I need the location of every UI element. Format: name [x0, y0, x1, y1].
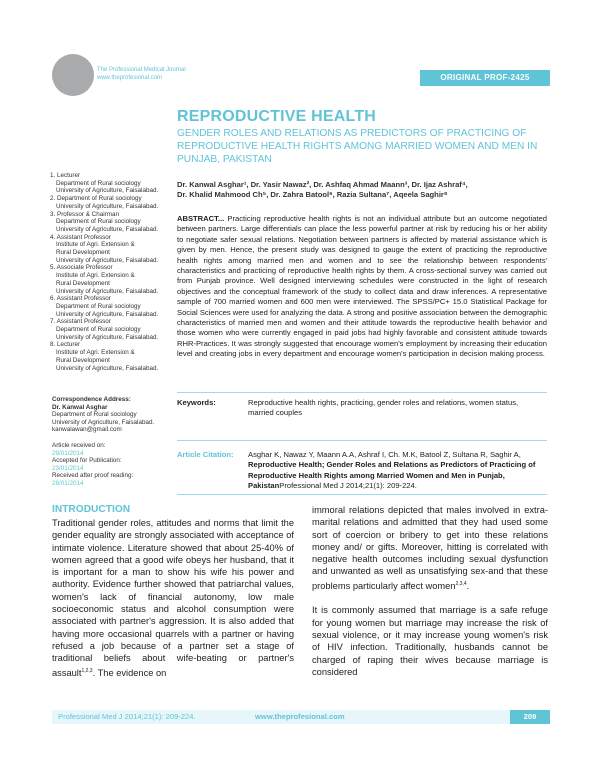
divider [177, 392, 547, 393]
abstract [177, 214, 547, 360]
intro-column-2 [312, 504, 548, 691]
footer-citation: Professional Med J 2014;21(1): 209-224. [58, 712, 196, 721]
affiliation-item: 3. Professor & Chairman Department of Rural sociology University of Agriculture, Faisalabad. [50, 210, 159, 233]
author-list [177, 180, 562, 200]
affiliation-item: 7. Assistant Professor Department of Rural sociology University of Agriculture, Faisalabad. [50, 318, 159, 341]
affiliation-item: 5. Associate Professor Institute of Agri. Extension & Rural Development University of Agriculture, Faisalabad. [50, 264, 159, 295]
introduction-heading: INTRODUCTION [52, 504, 131, 515]
abstract-label: ABSTRACT... [177, 214, 225, 223]
affiliations [50, 172, 175, 372]
affiliation-item: 2. Department of Rural sociology University of Agriculture, Faisalabad. [50, 195, 159, 210]
authors-line-1: Dr. Kanwal Asghar¹, Dr. Yasir Nawaz², Dr. Ashfaq Ahmad Maann³, Dr. Ijaz Ashraf⁴, [177, 180, 468, 189]
divider [177, 494, 547, 495]
article-dates: Article received on: 29/01/2014 Accepted for Publication: 23/01/2014 Received after proof reading: 28/01/2014 [52, 442, 134, 487]
journal-header [97, 66, 186, 82]
correspondence-email[interactable]: kanwalawan@gmail.com [52, 426, 122, 433]
correspondence-address: Correspondence Address: Dr. Kanwal Asghar Department of Rural sociology University of Agriculture, Faisalabad. kanwalawan@gmail.com [52, 396, 177, 434]
divider [177, 440, 547, 441]
citation-text: Asghar K, Nawaz Y, Maann A.A, Ashraf I, Ch. M.K, Batool Z, Sultana R, Saghir A, Reproductive Health; Gender Roles and Relations as Predictors of Practicing of Reproductive Health Rights among Married Women and Men in Punjab, PakistanProfessional Med J 2014;21(1): 209-224. [248, 450, 536, 491]
affiliation-item: 8. Lecturer Institute of Agri. Extension & Rural Development University of Agriculture, Faisalabad. [50, 341, 159, 372]
article-title: REPRODUCTIVE HEALTH [177, 108, 377, 125]
intro-paragraph: immoral relations depicted that males involved in extra-marital relations and admitted that they had used some sort of coercion or bribery to get into these relations money and/ or gifts. Moreover, hitting is correlated with negative health outcomes including sexual dysfunction and unwanted as well as unsatisfying sex-and that these problems particularly affect women$^{2,3,4}$. [312, 505, 548, 591]
citation-label: Article Citation: [177, 450, 234, 459]
page-number: 209 [510, 710, 550, 724]
keywords-text: Reproductive health rights, practicing, gender roles and relations, women status, married couples [248, 398, 519, 417]
affiliation-item: 6. Assistant Professor Department of Rural sociology University of Agriculture, Faisalabad. [50, 295, 159, 318]
affiliation-item: 1. Lecturer Department of Rural sociology University of Agriculture, Faisalabad. [50, 172, 159, 195]
affiliation-item: 4. Assistant Professor Institute of Agri. Extension & Rural Development University of Agriculture, Faisalabad. [50, 233, 159, 264]
authors-line-2: Dr. Khalid Mahmood Ch⁵, Dr. Zahra Batool⁶, Razia Sultana⁷, Aqeela Saghir⁸ [177, 190, 448, 199]
journal-name: The Professional Medical Journal [97, 67, 186, 73]
abstract-text: Practicing reproductive health rights is not an individual attribute but an outcome negotiated between partners. Large differentials can place the less powerful partner at risk by reducing his or her ability to negotiate safer sexual relations. Negotiation between partners is affected by material assistance which is given by men. Hence, the present study was designed to gauge the extent of practicing the reproductive health rights among married men and women and to see the relationship between respondents' characteristics and practicing of reproductive health rights by them. A cross-sectional survey was carried out from Punjab province. Well designed interviewing schedules were constructed in the light of research objectives and the conceptual framework of the study to collect data and draw inferences. A representative sample of 700 married women and 600 men were interviewed. The SPSS/PC+ 15.0 Statistical Package for Social Sciences were used for analyzing the data. A strong and positive association between the demographic characteristics of married men and women and their attitude towards the reproductive health behavior and those women who were currently engaged in paid jobs had highly favorable and consistent attitude towards RHR-Practices. It was strongly suggested that encourage women's employment by increasing their education level and creating jobs in every department and encourage women's participation in decision making process. [177, 214, 547, 359]
journal-url[interactable]: www.theprofesional.com [97, 75, 163, 81]
keywords-label: Keywords: [177, 398, 216, 407]
article-type-badge: ORIGINAL PROF-2425 [420, 70, 550, 86]
article-subtitle: GENDER ROLES AND RELATIONS AS PREDICTORS OF PRACTICING OF REPRODUCTIVE HEALTH RIGHTS AMONG MARRIED WOMEN AND MEN IN PUNJAB, PAKISTAN [177, 128, 538, 165]
intro-column-1: Traditional gender roles, attitudes and norms that limit the gender equality are strongly associated with acceptance of intimate violence. Literature showed that about 25-40% of women agreed that a good wife obeys her husband, that it is important for a man to show his wife his power and authority. Evidence further showed that patriarchal values, women's lack of financial autonomy, low male socioeconomic status and alcohol consumption were associated with partner's aggression. It is also added that having more occasional quarrels with a partner or having refused a job because of a partner set a stage of traditional beliefs about wife-beating or partner's assault$^{1,2,3}$. The evidence on [52, 518, 294, 678]
intro-paragraph: It is commonly assumed that marriage is a safe refuge for young women but marriage may increase the risk of sexual violence, or it may increase young women's risk of HIV infection. Traditionally, husbands cannot be charged of raping their wives because marriage is considered [312, 605, 548, 677]
footer-url[interactable]: www.theprofesional.com [255, 712, 345, 721]
journal-logo-circle [52, 54, 94, 96]
